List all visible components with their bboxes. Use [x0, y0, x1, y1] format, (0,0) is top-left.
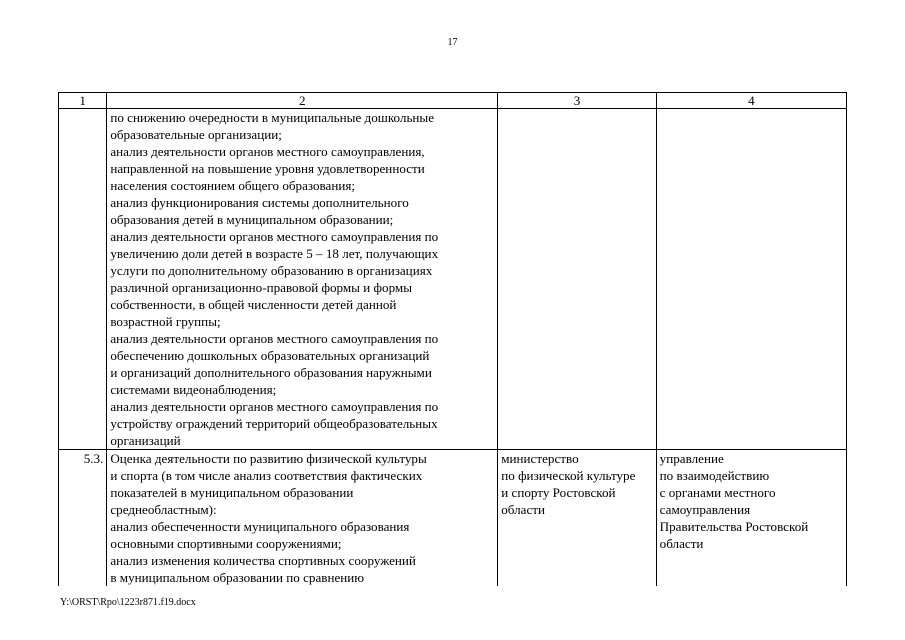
text-line: с органами местного [659, 485, 776, 500]
text-line: самоуправления [659, 502, 751, 517]
text-line: Оценка деятельности по развитию физической культуры [110, 451, 427, 466]
text-line: и спорту Ростовской [501, 485, 616, 500]
text-line: анализ функционирования системы дополнительного [110, 195, 409, 210]
text-line: анализ деятельности органов местного самоуправления, [110, 144, 425, 159]
text-line: показателей в муниципальном образовании [110, 485, 354, 500]
text-line: анализ деятельности органов местного самоуправления по [110, 229, 439, 244]
text-line: по физической культуре [501, 468, 636, 483]
text-line: Правительства Ростовской [659, 519, 809, 534]
text-line: направленной на повышение уровня удовлетворенности [110, 161, 425, 176]
header-col-2: 2 [107, 93, 498, 109]
text-line: в муниципальном образовании по сравнению [110, 570, 365, 585]
co-executor-cell [656, 450, 846, 587]
header-col-4: 4 [656, 93, 846, 109]
page-number: 17 [447, 37, 458, 48]
text-line: устройству ограждений территорий общеобразовательных [110, 416, 438, 431]
text-line: населения состоянием общего образования; [110, 178, 356, 193]
description-cell [107, 109, 498, 450]
text-line: организаций [110, 433, 181, 448]
text-line: анализ деятельности органов местного самоуправления по [110, 331, 439, 346]
text-line: обеспечению дошкольных образовательных организаций [110, 348, 430, 363]
text-line: анализ деятельности органов местного самоуправления по [110, 399, 439, 414]
co-executor-cell [656, 109, 846, 450]
table-row [59, 109, 847, 450]
text-line: по взаимодействию [659, 468, 770, 483]
table-row [59, 450, 847, 587]
text-line: и организаций дополнительного образования наружными [110, 365, 432, 380]
text-line: увеличению доли детей в возрасте 5 – 18 лет, получающих [110, 246, 439, 261]
text-line: среднеобластным): [110, 502, 217, 517]
activity-table [58, 92, 847, 586]
text-line: образования детей в муниципальном образовании; [110, 212, 394, 227]
text-line: министерство [501, 451, 579, 466]
text-line: управление [659, 451, 724, 466]
text-line: образовательные организации; [110, 127, 282, 142]
text-line: по снижению очередности в муниципальные дошкольные [110, 110, 435, 125]
executor-cell [498, 109, 656, 450]
text-line: и спорта (в том числе анализ соответствия фактических [110, 468, 423, 483]
text-line: различной организационно-правовой формы и формы [110, 280, 412, 295]
text-line: области [659, 536, 704, 551]
text-line: системами видеонаблюдения; [110, 382, 277, 397]
text-line: анализ обеспеченности муниципального образования [110, 519, 410, 534]
text-line: возрастной группы; [110, 314, 221, 329]
table-header-row [59, 93, 847, 109]
row-number-cell: 5.3. [59, 450, 107, 587]
text-line: услуги по дополнительному образованию в организациях [110, 263, 433, 278]
executor-cell [498, 450, 656, 587]
header-col-3: 3 [498, 93, 656, 109]
text-line: основными спортивными сооружениями; [110, 536, 342, 551]
row-number-cell [59, 109, 107, 450]
file-path-footer: Y:\ORST\Rpo\1223r871.f19.docx [60, 597, 196, 608]
text-line: собственности, в общей численности детей данной [110, 297, 397, 312]
header-col-1: 1 [59, 93, 107, 109]
text-line: области [501, 502, 546, 517]
description-cell [107, 450, 498, 587]
text-line: анализ изменения количества спортивных сооружений [110, 553, 416, 568]
